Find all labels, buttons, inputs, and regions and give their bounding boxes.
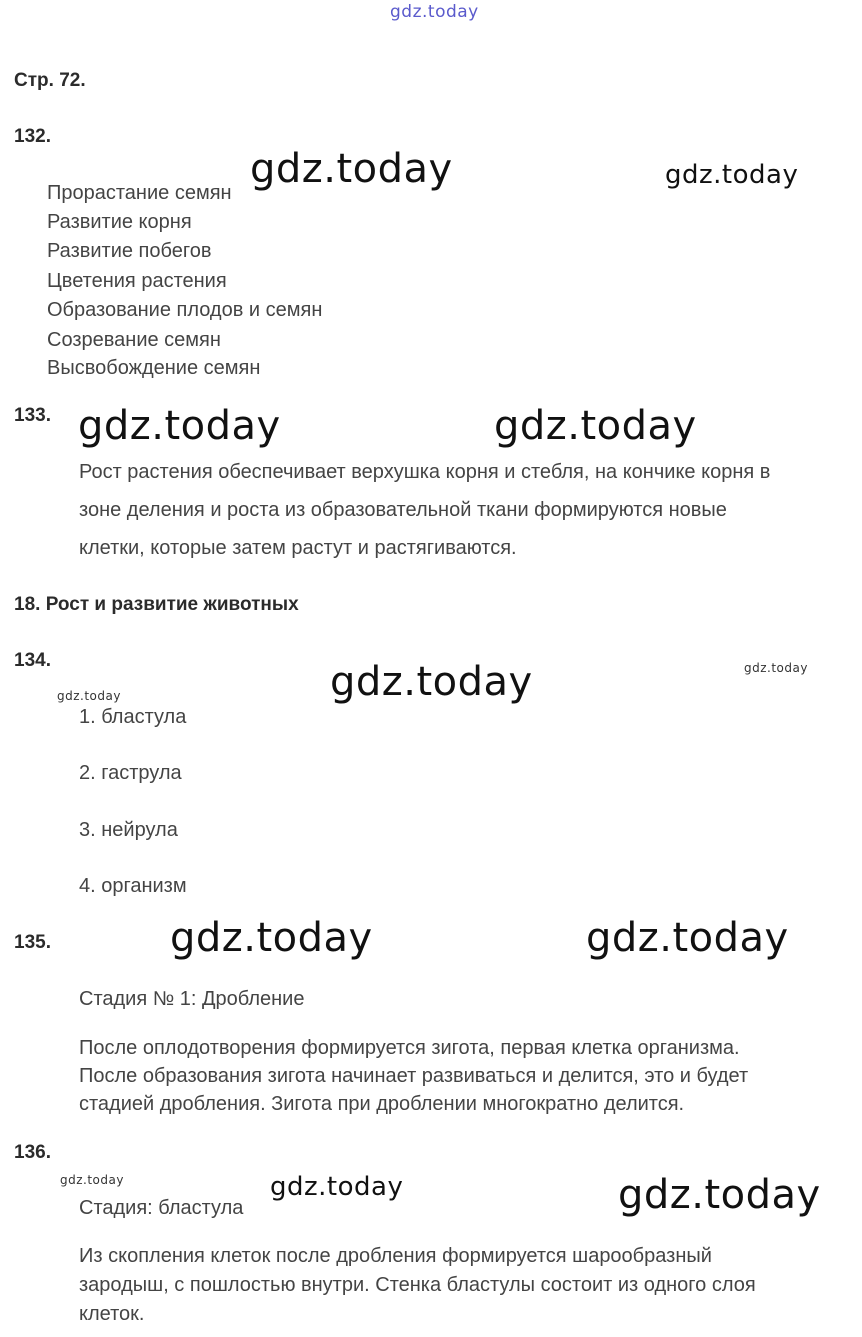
list-item: Образование плодов и семян [47, 299, 323, 321]
paragraph-line: Рост растения обеспечивает верхушка корня и стебля, на кончике корня в [79, 461, 771, 483]
paragraph-line: После образования зигота начинает развиваться и делится, это и будет [79, 1065, 749, 1087]
paragraph-line: клетки, которые затем растут и растягиваются. [79, 537, 517, 559]
list-item: Высвобождение семян [47, 357, 261, 379]
list-item: 1. бластула [79, 706, 187, 728]
task-number-134: 134. [14, 650, 51, 671]
watermark-top: gdz.today [390, 2, 479, 22]
list-item: Развитие корня [47, 211, 192, 233]
stage-label: Стадия: бластула [79, 1197, 244, 1219]
watermark: gdz.today [60, 1173, 124, 1187]
page-reference: Стр. 72. [14, 70, 86, 91]
paragraph-line: стадией дробления. Зигота при дроблении многократно делится. [79, 1093, 685, 1115]
watermark: gdz.today [78, 403, 281, 449]
list-item: 4. организм [79, 875, 187, 897]
task-number-132: 132. [14, 126, 51, 147]
list-item: Созревание семян [47, 329, 221, 351]
watermark: gdz.today [270, 1172, 404, 1202]
list-item: Цветения растения [47, 270, 227, 292]
list-item: 2. гаструла [79, 762, 182, 784]
task-number-135: 135. [14, 932, 51, 953]
paragraph-line: зародыш, с пошлостью внутри. Стенка бластулы состоит из одного слоя [79, 1274, 756, 1296]
watermark: gdz.today [57, 689, 121, 703]
paragraph-line: клеток. [79, 1303, 145, 1325]
section-title: 18. Рост и развитие животных [14, 594, 299, 615]
list-item: Развитие побегов [47, 240, 212, 262]
paragraph-line: После оплодотворения формируется зигота, первая клетка организма. [79, 1037, 740, 1059]
list-item: Прорастание семян [47, 182, 232, 204]
watermark: gdz.today [586, 915, 789, 961]
stage-label: Стадия № 1: Дробление [79, 988, 305, 1010]
task-number-133: 133. [14, 405, 51, 426]
watermark: gdz.today [494, 403, 697, 449]
watermark: gdz.today [618, 1172, 821, 1218]
watermark: gdz.today [170, 915, 373, 961]
watermark: gdz.today [330, 659, 533, 705]
paragraph-line: Из скопления клеток после дробления формируется шарообразный [79, 1245, 712, 1267]
watermark: gdz.today [744, 661, 808, 675]
task-number-136: 136. [14, 1142, 51, 1163]
list-item: 3. нейрула [79, 819, 178, 841]
watermark: gdz.today [250, 146, 453, 192]
watermark: gdz.today [665, 160, 799, 190]
paragraph-line: зоне деления и роста из образовательной ткани формируются новые [79, 499, 727, 521]
